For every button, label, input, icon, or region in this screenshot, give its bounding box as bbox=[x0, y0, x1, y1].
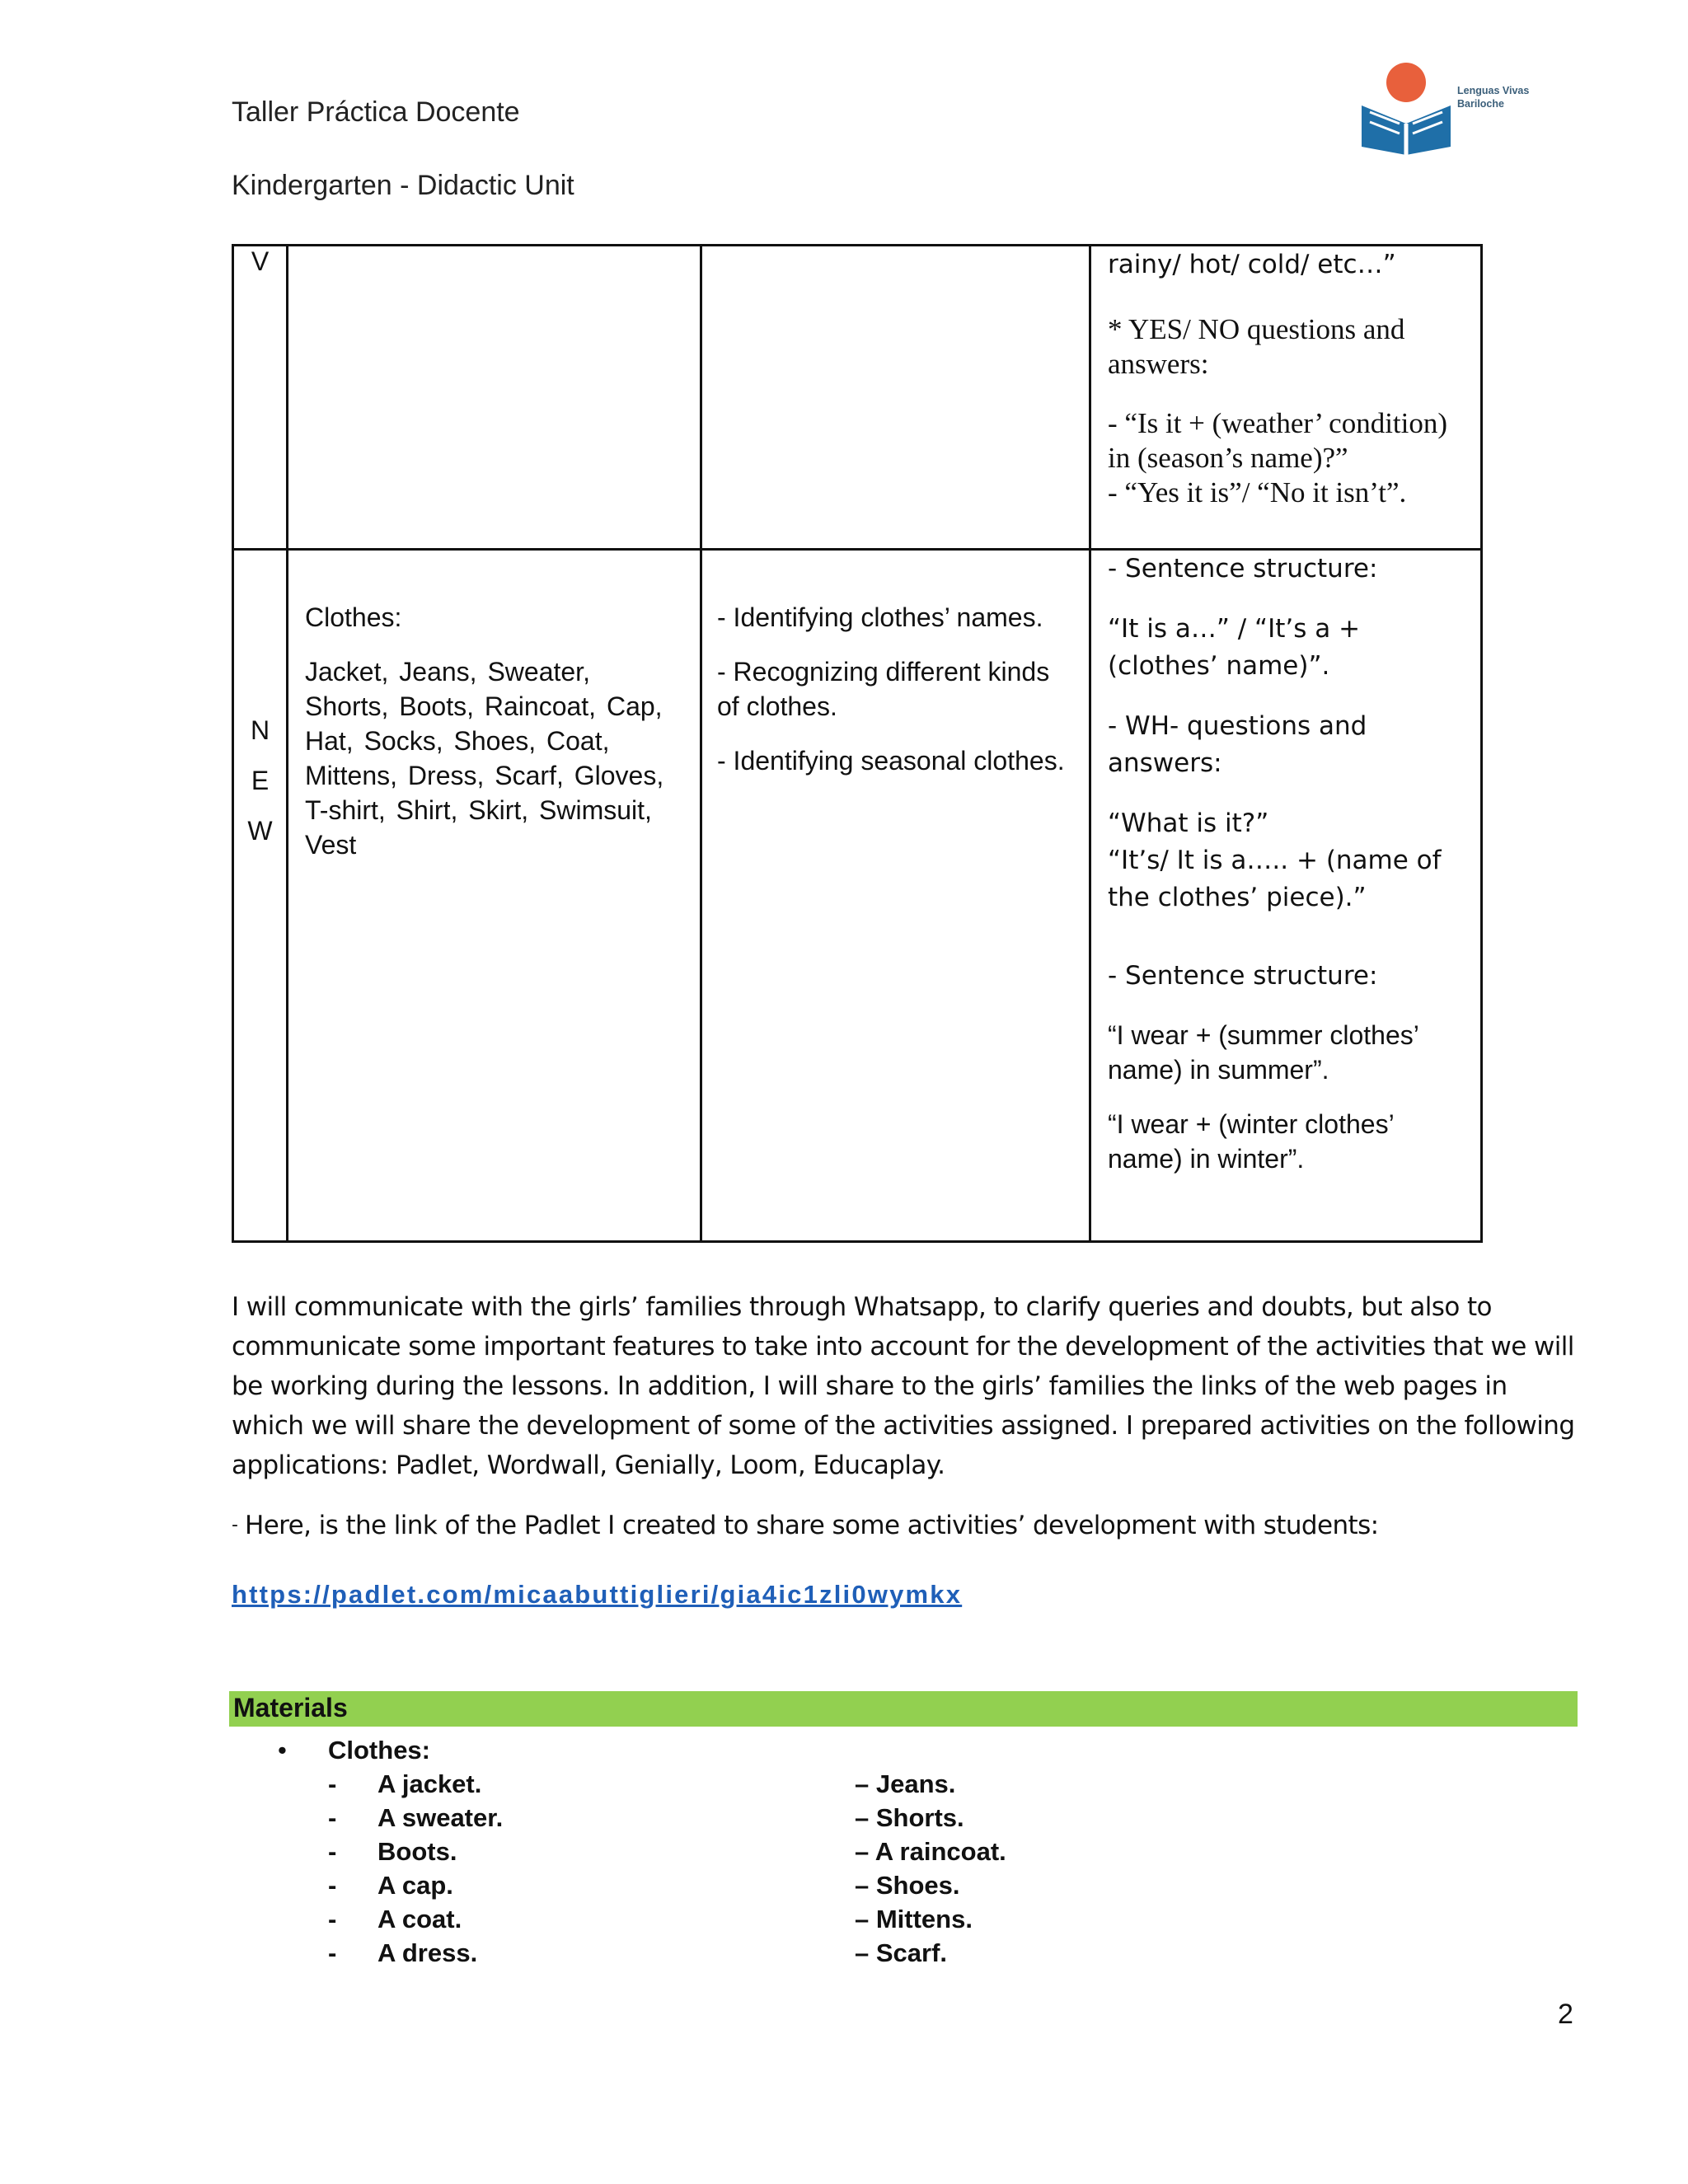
row-letter-w: W bbox=[247, 816, 273, 846]
header-subtitle: Kindergarten - Didactic Unit bbox=[232, 170, 574, 201]
skill-item: - Recognizing different kinds of clothes. bbox=[717, 657, 1050, 721]
wh-questions-heading: - WH- questions and answers: bbox=[1108, 711, 1367, 778]
structures-cell bbox=[1090, 246, 1482, 550]
list-dash: - bbox=[328, 1837, 337, 1866]
row-letter-e: E bbox=[251, 766, 270, 795]
page-number: 2 bbox=[1558, 1999, 1573, 2030]
list-item: – Mittens. bbox=[855, 1905, 973, 1933]
skills-cell bbox=[701, 246, 1090, 550]
list-item: – Shorts. bbox=[855, 1803, 964, 1832]
link-intro-dash: - bbox=[232, 1515, 238, 1535]
body-line: applications: Padlet, Wordwall, Genially, Loom, Educaplay. bbox=[232, 1451, 945, 1480]
yes-no-heading: * YES/ NO questions and answers: bbox=[1108, 313, 1405, 380]
content-cell bbox=[288, 246, 701, 550]
list-item: – Jeans. bbox=[855, 1769, 956, 1798]
list-dash: - bbox=[328, 1905, 337, 1933]
skill-item: - Identifying seasonal clothes. bbox=[717, 746, 1065, 776]
body-line: be working during the lessons. In addition, I will share to the girls’ families the links of the web pages in bbox=[232, 1371, 1507, 1401]
list-item: A jacket. bbox=[377, 1769, 482, 1798]
list-item: A coat. bbox=[377, 1905, 462, 1933]
materials-group-title: Clothes: bbox=[328, 1736, 430, 1765]
institution-logo bbox=[1358, 58, 1573, 157]
logo-text-2: Bariloche bbox=[1457, 98, 1504, 110]
letter-cell bbox=[233, 246, 288, 550]
padlet-link[interactable]: https://padlet.com/micaabuttiglieri/gia4ic1zli0wymkx bbox=[232, 1580, 963, 1609]
list-dash: - bbox=[328, 1938, 337, 1967]
list-item: A cap. bbox=[377, 1871, 453, 1900]
clothes-vocabulary-list: Jacket, Jeans, Sweater, Shorts, Boots, Raincoat, Cap, Hat, Socks, Shoes, Coat, Mittens, Dress, Scarf, Gloves, T-shirt, Shirt, Skirt, Swimsuit, Vest bbox=[305, 657, 664, 860]
row-letter-n: N bbox=[250, 715, 270, 745]
sentence-structure-heading: - Sentence structure: bbox=[1108, 554, 1378, 583]
clothes-title: Clothes: bbox=[305, 602, 402, 632]
body-line: I will communicate with the girls’ families through Whatsapp, to clarify queries and doubts, but also to bbox=[232, 1292, 1492, 1322]
table-row bbox=[233, 246, 1482, 550]
list-item: Boots. bbox=[377, 1837, 457, 1866]
body-line: communicate some important features to take into account for the development of the activities that we will bbox=[232, 1332, 1574, 1361]
row-letter-v: V bbox=[251, 246, 270, 276]
weather-options: rainy/ hot/ cold/ etc…” bbox=[1108, 250, 1396, 279]
list-item: – Shoes. bbox=[855, 1871, 960, 1900]
list-item: – A raincoat. bbox=[855, 1837, 1006, 1866]
header-title: Taller Práctica Docente bbox=[232, 96, 520, 128]
skills-cell bbox=[701, 550, 1090, 1242]
winter-sentence: “I wear + (winter clothes’ name) in winter”. bbox=[1108, 1109, 1394, 1174]
list-item: A dress. bbox=[377, 1938, 478, 1967]
yes-no-answer: - “Yes it is”/ “No it isn’t”. bbox=[1108, 476, 1407, 509]
summer-sentence: “I wear + (summer clothes’ name) in summer”. bbox=[1108, 1020, 1418, 1085]
table-row bbox=[233, 550, 1482, 1242]
wh-question: “What is it?” bbox=[1108, 808, 1269, 838]
yes-no-question: - “Is it + (weather’ condition) in (season’s name)?” bbox=[1108, 407, 1448, 474]
body-line: which we will share the development of some of the activities assigned. I prepared activities on the following bbox=[232, 1411, 1575, 1441]
content-cell bbox=[288, 550, 701, 1242]
structures-cell bbox=[1090, 550, 1482, 1242]
list-item: A sweater. bbox=[377, 1803, 504, 1832]
didactic-unit-table bbox=[232, 244, 1483, 1243]
sentence-structure-heading-2: - Sentence structure: bbox=[1108, 961, 1378, 991]
sentence-structure-example: “It is a…” / “It’s a + (clothes’ name)”. bbox=[1108, 614, 1361, 681]
skill-item: - Identifying clothes’ names. bbox=[717, 602, 1043, 632]
letter-cell bbox=[233, 550, 288, 1242]
list-dash: - bbox=[328, 1769, 337, 1798]
logo-text-1: Lenguas Vivas bbox=[1457, 85, 1530, 96]
bullet-icon: • bbox=[278, 1736, 287, 1765]
materials-title: Materials bbox=[233, 1693, 348, 1722]
link-intro: Here, is the link of the Padlet I created to share some activities’ development with students: bbox=[245, 1511, 1379, 1540]
wh-answer: “It’s/ It is a….. + (name of the clothes’ piece).” bbox=[1108, 846, 1442, 912]
materials-header-bar bbox=[229, 1691, 1578, 1727]
list-dash: - bbox=[328, 1871, 337, 1900]
list-dash: - bbox=[328, 1803, 337, 1832]
list-item: – Scarf. bbox=[855, 1938, 948, 1967]
